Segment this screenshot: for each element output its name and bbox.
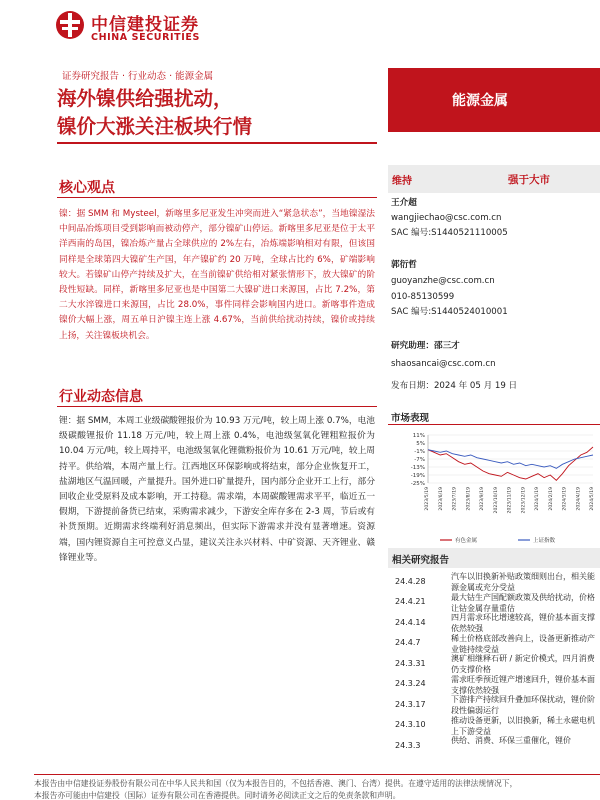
related-report-item[interactable] [391, 612, 597, 633]
analyst-2-name: 郭衍哲 [391, 260, 417, 270]
market-heading: 市场表现 [391, 413, 430, 424]
assistant-email[interactable]: shaosancai@csc.com.cn [391, 359, 496, 369]
analyst-2-email[interactable]: guoyanzhe@csc.com.cn [391, 276, 495, 286]
related-report-item[interactable] [391, 633, 597, 654]
industry-paragraph: 锂：据 SMM，本周工业级碳酸锂报价为 10.93 万元/吨，较上周上涨 0.7%，电池级碳酸锂报价 11.18 万元/吨，较上周上涨 0.4%，电池级氢氧化锂粗粒报价为 10.04 万元/吨，较上周持平，电池级氢氧化锂微粉报价为 10.61 万元/吨，较上周持平。供给端，本周产量上行。江西地区环保影响或将结束，部分企业恢复开工，盐湖地区气温回暖，产量提升。国外进口矿量提升，国内部分企业开工上行，部分回收企业受原料及成本影响，开工持稳。需求端，本周碳酸锂需求平平，临近五一假期，下游提前备货已结束，采购需求减少，下游安全库存多在 2-3 周，节后或有补货预期。近期需求终端利好消息频出，但实际下游需求并没有显著增速。资源端，国内锂资源自主可控意义凸显，建议关注永兴材料、中矿资源、天齐锂业、赣锋锂业等。 [59, 416, 375, 563]
related-report-item[interactable] [391, 653, 597, 674]
x-tick-label: 2023/5/19 [425, 487, 430, 511]
related-report-date: 24.4.28 [395, 576, 426, 586]
related-report-item[interactable] [391, 674, 597, 695]
related-report-title[interactable]: 推动设备更新，以旧换新，稀土永磁电机上下游受益 [451, 715, 595, 735]
analyst-2-phone: 010-85130599 [391, 292, 455, 302]
analyst-2-sac: SAC 编号:S1440524010001 [391, 307, 508, 317]
y-tick-label: -7% [414, 457, 425, 463]
analyst-1-email[interactable]: wangjiechao@csc.com.cn [391, 213, 502, 223]
related-report-item[interactable] [391, 592, 597, 613]
related-report-date: 24.3.17 [395, 699, 426, 709]
related-report-item[interactable] [391, 571, 597, 592]
x-tick-label: 2023/10/19 [493, 487, 499, 514]
related-report-title[interactable]: 最大钴生产国配额政策及供给扰动，价格让钴金属存量重估 [451, 592, 595, 612]
title-line-1: 海外镍供给强扰动， [57, 87, 233, 110]
x-tick-label: 2023/11/19 [507, 487, 513, 514]
analyst-1-sac: SAC 编号:S1440521110005 [391, 228, 508, 238]
core-heading: 核心观点 [59, 180, 115, 196]
core-paragraph: 镍：据 SMM 和 Mysteel，新喀里多尼亚发生冲突而进入“紧急状态”，当地镍湿法中间品冶炼项目受到影响而被动停产，部分镍矿山停运。新喀里多尼亚是位于太平洋西南的岛国，镍冶炼产量占全球供应的 2%左右，冶炼端影响相对有限，但该国同样是全球第四大镍矿生产国，年产镍矿约 20 万吨，全球占比约 6%，矿端影响较大。若镍矿山停产持续及扩大，在当前镍矿供给相对紧张情形下，放大镍矿的阶段性短缺。同样，新喀里多尼亚也是中国第二大镍矿进口来源国，占比 7.2%，第二大水淬镍进口来源国，占比 28.0%，事件同样会影响国内进口。新喀事件造成镍价大幅上涨，周五单日沪镍主连上涨 4.67%，当前供给扰动持续，镍价或持续上扬，关注镍板块机会。 [59, 209, 375, 341]
related-report-title[interactable]: 澳矿相继释石研 / 新定价模式，四月消费仍支撑价格 [451, 654, 595, 674]
x-tick-label: 2023/9/19 [480, 487, 485, 511]
sector-label: 能源金属 [452, 93, 508, 109]
x-tick-label: 2023/7/19 [452, 487, 458, 511]
title-line-2: 镍价大涨关注板块行情 [57, 115, 253, 138]
related-report-title[interactable]: 稀土价格底部改善向上，设备更新推动产业链持续受益 [451, 633, 595, 653]
related-report-title[interactable]: 汽车以旧换新补贴政策细则出台，相关能源金属或充分受益 [451, 572, 595, 592]
related-report-item[interactable] [391, 735, 597, 756]
y-tick-label: 11% [412, 433, 425, 439]
disclaimer-line-1: 本报告由中信建投证券股份有限公司在中华人民共和国（仅为本报告目的，不包括香港、澳门、台湾）提供。在遵守适用的法律法规情况下， [34, 779, 518, 788]
legend-sector-label: 有色金属 [455, 538, 478, 544]
related-report-date: 24.4.14 [395, 617, 426, 627]
x-tick-label: 2023/8/19 [466, 487, 472, 511]
x-tick-label: 2023/12/19 [521, 487, 527, 514]
related-report-item[interactable] [391, 694, 597, 715]
disclaimer-line-2: 本报告亦可能由中信建投（国际）证券有限公司在香港提供。同时请务必阅读正文之后的免责条款和声明。 [34, 791, 401, 800]
x-tick-label: 2024/2/19 [548, 487, 554, 511]
related-report-date: 24.3.31 [395, 658, 426, 668]
related-report-date: 24.3.24 [395, 679, 426, 689]
y-tick-label: -25% [410, 481, 425, 487]
y-tick-label: 5% [416, 441, 425, 447]
x-tick-label: 2024/5/19 [590, 487, 595, 511]
analyst-1-name: 王介超 [391, 198, 417, 208]
rating-value: 强于大市 [508, 174, 550, 186]
related-report-date: 24.4.21 [395, 597, 426, 607]
related-report-title[interactable]: 供给、消费、环保三重催化，锂价 [451, 736, 571, 745]
rating-label: 维持 [392, 176, 412, 187]
related-report-date: 24.4.7 [395, 638, 421, 648]
related-report-title[interactable]: 需求旺季预近锂产增速回升，锂价基本面支撑依然较强 [451, 674, 595, 694]
related-heading: 相关研究报告 [392, 555, 450, 566]
related-report-date: 24.3.3 [395, 740, 421, 750]
disclaimer-divider [34, 774, 600, 775]
logo-cn-text: 中信建投证券 [91, 15, 199, 35]
y-tick-label: -13% [410, 465, 425, 471]
related-report-item[interactable] [391, 715, 597, 736]
x-tick-label: 2024/4/19 [576, 487, 582, 511]
related-report-title[interactable]: 下游排产持续回升叠加环保扰动，锂价阶段性偏弱运行 [451, 695, 595, 715]
y-tick-label: -1% [414, 449, 425, 455]
publish-date: 发布日期：2024 年 05 月 19 日 [391, 381, 518, 391]
breadcrumb: 证券研究报告 · 行业动态 · 能源金属 [62, 71, 214, 82]
related-report-title[interactable]: 四月需求环比增速较高，锂价基本面支撑依然较强 [451, 613, 595, 633]
x-tick-label: 2023/6/19 [438, 487, 444, 511]
logo-en-text: CHINA SECURITIES [91, 32, 200, 43]
industry-heading: 行业动态信息 [59, 389, 143, 405]
y-tick-label: -19% [410, 473, 425, 479]
related-report-date: 24.3.10 [395, 720, 426, 730]
assistant-label: 研究助理：邵三才 [391, 341, 460, 351]
x-tick-label: 2024/3/19 [562, 487, 568, 511]
x-tick-label: 2024/1/19 [535, 487, 540, 511]
disclaimer [34, 778, 600, 800]
legend-index-label: 上证指数 [533, 538, 556, 544]
